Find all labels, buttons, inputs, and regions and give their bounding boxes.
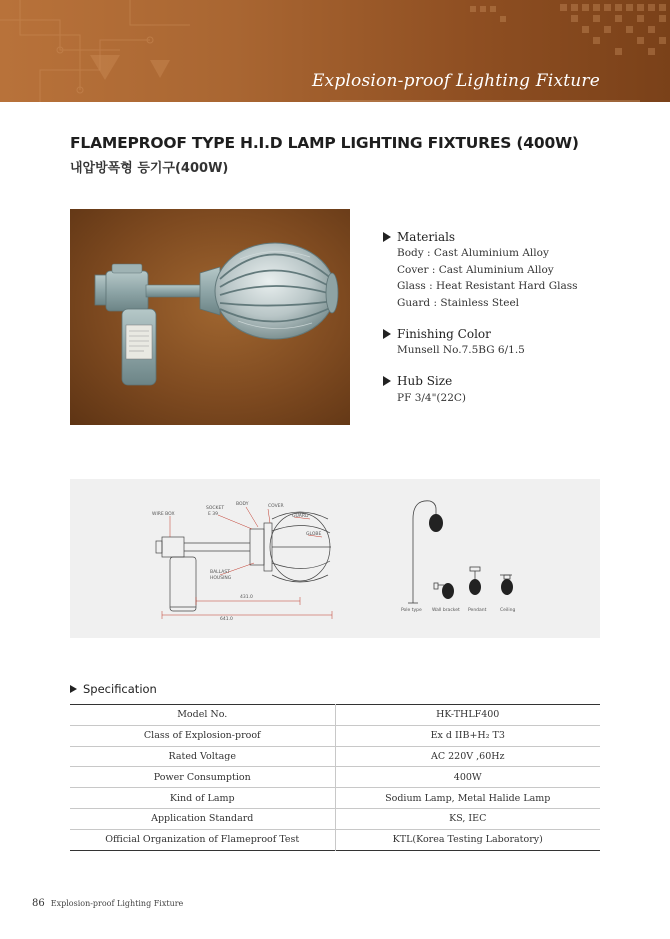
- spec-label: Application Standard: [70, 808, 335, 829]
- table-row: [70, 705, 600, 726]
- hub-size-value: PF 3/4"(22C): [397, 391, 467, 404]
- specification-table: [70, 704, 600, 851]
- label-wire-box: WIRE BOX: [152, 512, 175, 517]
- dimension-drawing: [70, 479, 600, 638]
- label-socket-sub: E 39: [208, 512, 218, 517]
- lamp-fixture-illustration: [70, 209, 350, 425]
- label-body: BODY: [236, 502, 249, 507]
- label-mount-pole: Pole type: [401, 608, 422, 613]
- label-globe: GLOBE: [306, 532, 322, 537]
- spec-value: Sodium Lamp, Metal Halide Lamp: [335, 788, 600, 809]
- section-title: Explosion-proof Lighting Fixture: [311, 71, 600, 91]
- mounting-variant-globes: [429, 514, 513, 599]
- spec-value: HK-THLF400: [335, 705, 600, 726]
- label-mount-pendant: Pendant: [468, 608, 487, 613]
- spec-value: 400W: [335, 767, 600, 788]
- footer-text: Explosion-proof Lighting Fixture: [50, 899, 184, 908]
- bullet-triangle-icon: [383, 329, 391, 339]
- header-banner: [0, 0, 670, 102]
- technical-drawings-panel: [70, 479, 600, 638]
- spec-value: KTL(Korea Testing Laboratory): [392, 834, 543, 846]
- materials-heading: Materials: [383, 228, 623, 245]
- label-guard: GUARD: [292, 514, 309, 519]
- material-cover: Cover : Cast Aluminium Alloy: [397, 263, 554, 276]
- table-row: [70, 725, 600, 746]
- spec-value: Ex d IIB+H₂ T3: [335, 725, 600, 746]
- label-dim-641: 641.0: [220, 617, 233, 622]
- material-guard: Guard : Stainless Steel: [397, 296, 520, 309]
- finishing-color-group: [383, 325, 623, 359]
- label-mount-wall: Wall bracket: [432, 608, 460, 613]
- label-ballast: BALLAST: [210, 570, 230, 575]
- spec-label: Class of Explosion-proof: [70, 725, 335, 746]
- table-row: [70, 746, 600, 767]
- label-ballast-sub: HOUSING: [210, 576, 232, 581]
- product-title-korean: 내압방폭형 등기구(400W): [70, 161, 229, 176]
- material-body: Body : Cast Aluminium Alloy: [397, 247, 549, 259]
- label-dim-431: 431.0: [240, 595, 253, 600]
- spec-value: AC 220V ,60Hz: [335, 746, 600, 767]
- table-row: [70, 767, 600, 788]
- table-row: [70, 829, 600, 850]
- specification-heading: Specification: [70, 682, 157, 696]
- spec-label: Model No.: [70, 705, 335, 726]
- bullet-triangle-icon: [70, 685, 77, 693]
- material-glass: Glass : Heat Resistant Hard Glass: [397, 280, 578, 292]
- label-socket: SOCKET: [206, 506, 225, 511]
- finishing-color-heading: Finishing Color: [383, 325, 623, 342]
- spec-label: Rated Voltage: [70, 746, 335, 767]
- hub-size-group: [383, 373, 623, 407]
- spec-label: Power Consumption: [70, 767, 335, 788]
- product-title-english: FLAMEPROOF TYPE H.I.D LAMP LIGHTING FIXTURES (400W): [70, 134, 579, 152]
- bullet-triangle-icon: [383, 376, 391, 386]
- spec-value: KS, IEC: [335, 808, 600, 829]
- product-photo: [70, 209, 350, 425]
- spec-label: Official Organization of Flameproof Test: [70, 829, 335, 850]
- page-number: 86: [32, 898, 45, 909]
- spec-label: Kind of Lamp: [70, 788, 335, 809]
- materials-group: [383, 228, 623, 311]
- page-footer: [32, 898, 183, 909]
- product-properties: [383, 228, 623, 420]
- label-cover: COVER: [268, 504, 284, 509]
- label-mount-ceiling: Ceiling: [500, 608, 516, 613]
- mounting-variants: [408, 501, 512, 603]
- hub-size-heading: Hub Size: [383, 373, 623, 390]
- table-row: [70, 788, 600, 809]
- table-row: [70, 808, 600, 829]
- finishing-color-value: Munsell No.7.5BG 6/1.5: [397, 344, 525, 356]
- bullet-triangle-icon: [383, 232, 391, 242]
